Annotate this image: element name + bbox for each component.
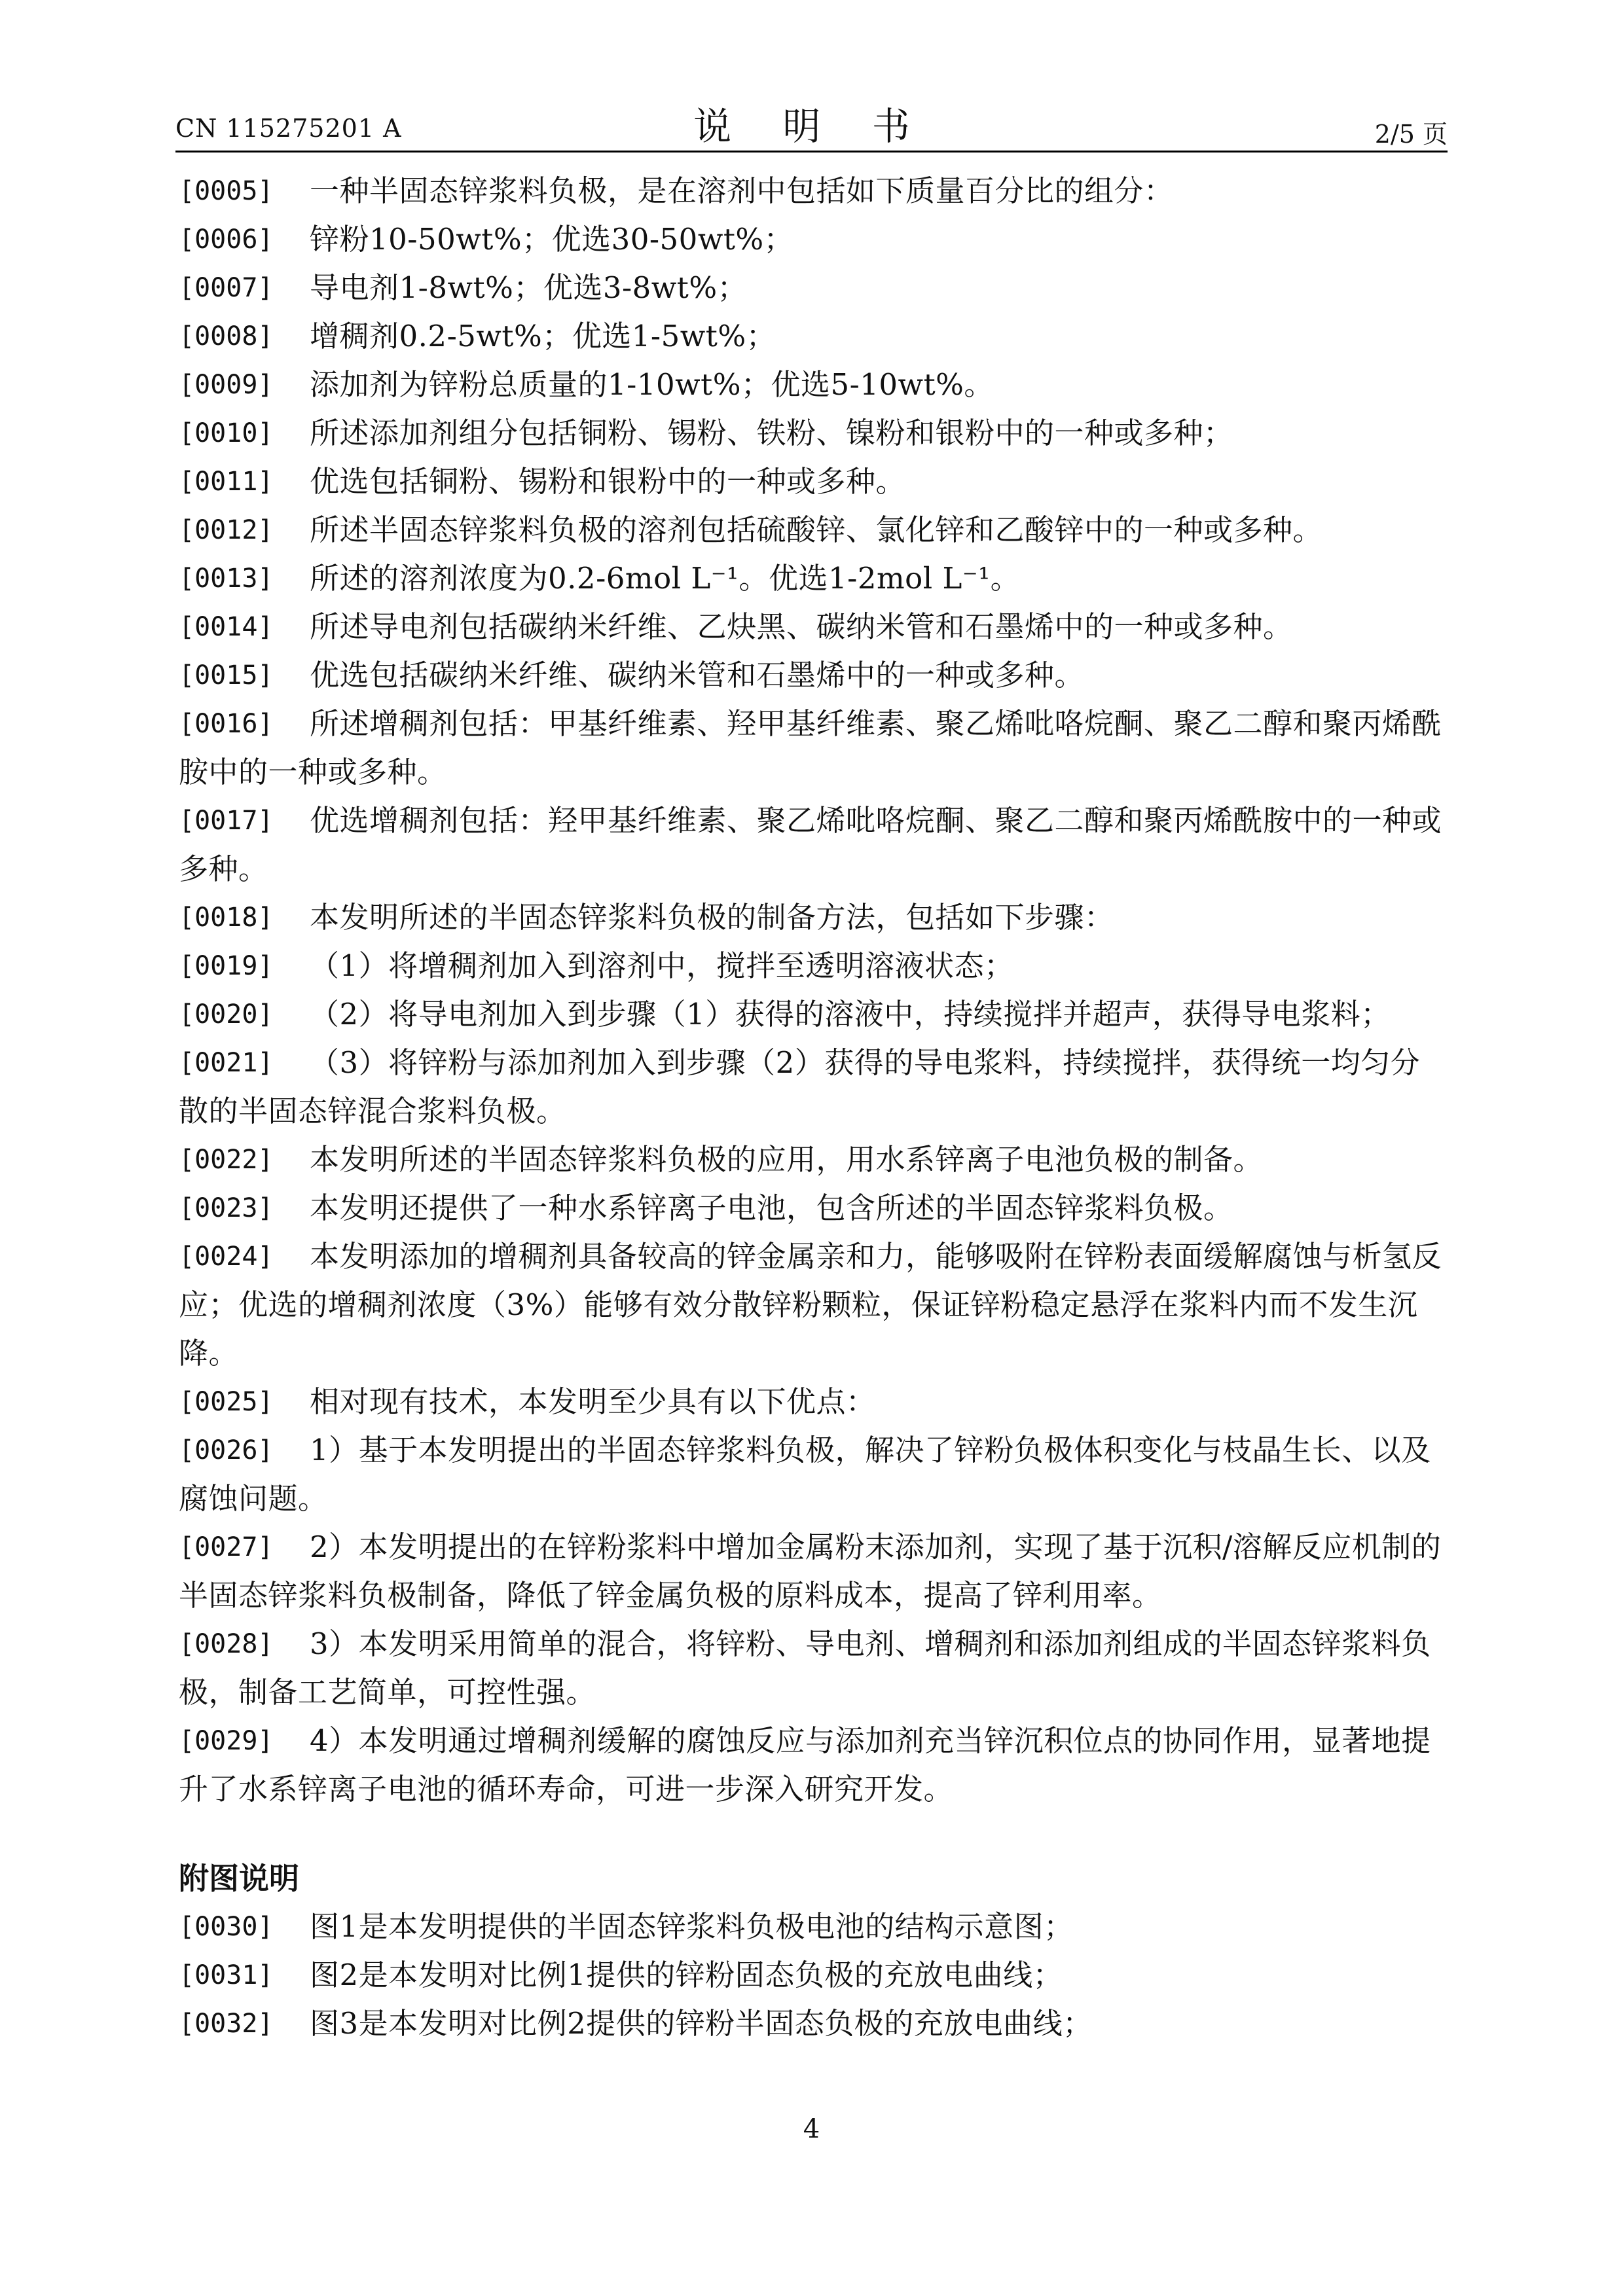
paragraph-text: （1）将增稠剂加入到溶剂中，搅拌至透明溶液状态； <box>310 948 1014 983</box>
paragraph-number: [0014] <box>179 612 274 642</box>
paragraph-number: [0032] <box>179 2009 274 2039</box>
paragraph-number: [0009] <box>179 370 274 400</box>
paragraph <box>179 1426 1448 1523</box>
paragraph-text: 所述添加剂组分包括铜粉、锡粉、铁粉、镍粉和银粉中的一种或多种； <box>310 416 1233 450</box>
paragraph-number: [0016] <box>179 709 274 739</box>
paragraph-number: [0006] <box>179 224 274 255</box>
paragraph-text: （2）将导电剂加入到步骤（1）获得的溶液中，持续搅拌并超声，获得导电浆料； <box>310 997 1391 1031</box>
paragraph <box>179 1232 1448 1378</box>
paragraph-text: 本发明所述的半固态锌浆料负极的应用，用水系锌离子电池负极的制备。 <box>310 1142 1264 1177</box>
paragraph-text: 所述的溶剂浓度为0.2-6mol L⁻¹。优选1-2mol L⁻¹。 <box>310 561 1021 596</box>
paragraph-number: [0007] <box>179 273 274 303</box>
paragraph <box>179 457 1448 506</box>
paragraph-number: [0017] <box>179 806 274 836</box>
paragraph-number: [0025] <box>179 1387 274 1417</box>
paragraph-number: [0018] <box>179 903 274 933</box>
paragraph-text: 所述增稠剂包括：甲基纤维素、羟甲基纤维素、聚乙烯吡咯烷酮、聚乙二醇和聚丙烯酰胺中的一种或多种。 <box>179 706 1442 789</box>
paragraph-text: （3）将锌粉与添加剂加入到步骤（2）获得的导电浆料，持续搅拌，获得统一均匀分散的半固态锌混合浆料负极。 <box>179 1045 1421 1128</box>
paragraph-number: [0005] <box>179 176 274 206</box>
paragraph <box>179 554 1448 603</box>
figure-paragraph-list <box>179 1903 1448 2048</box>
paragraph-number: [0021] <box>179 1048 274 1078</box>
paragraph <box>179 1184 1448 1232</box>
paragraph <box>179 603 1448 651</box>
paragraph <box>179 1903 1448 1951</box>
paragraph-number: [0020] <box>179 999 274 1030</box>
header-rule <box>175 151 1448 152</box>
page-header <box>175 92 1448 151</box>
paragraph <box>179 942 1448 990</box>
paragraph-number: [0026] <box>179 1435 274 1465</box>
paragraph <box>179 1523 1448 1620</box>
paragraph-list <box>179 167 1448 1814</box>
paragraph-text: 所述半固态锌浆料负极的溶剂包括硫酸锌、氯化锌和乙酸锌中的一种或多种。 <box>310 512 1323 547</box>
paragraph-text: 本发明所述的半固态锌浆料负极的制备方法，包括如下步骤： <box>310 900 1114 935</box>
paragraph-text: 一种半固态锌浆料负极，是在溶剂中包括如下质量百分比的组分： <box>310 173 1174 208</box>
paragraph-number: [0015] <box>179 660 274 691</box>
paragraph-text: 优选包括碳纳米纤维、碳纳米管和石墨烯中的一种或多种。 <box>310 658 1085 692</box>
paragraph <box>179 990 1448 1039</box>
paragraph-text: 图1是本发明提供的半固态锌浆料负极电池的结构示意图； <box>310 1909 1074 1944</box>
paragraph <box>179 1039 1448 1136</box>
paragraph-number: [0008] <box>179 321 274 351</box>
paragraph <box>179 215 1448 264</box>
paragraph-number: [0010] <box>179 418 274 448</box>
paragraph-number: [0022] <box>179 1145 274 1175</box>
paragraph-text: 优选增稠剂包括：羟甲基纤维素、聚乙烯吡咯烷酮、聚乙二醇和聚丙烯酰胺中的一种或多种。 <box>179 803 1442 886</box>
paragraph-text: 锌粉10-50wt%；优选30-50wt%； <box>310 222 794 257</box>
paragraph-text: 3）本发明采用简单的混合，将锌粉、导电剂、增稠剂和添加剂组成的半固态锌浆料负极，制备工艺简单，可控性强。 <box>179 1626 1431 1710</box>
paragraph-number: [0011] <box>179 467 274 497</box>
paragraph <box>179 700 1448 797</box>
paragraph-text: 4）本发明通过增稠剂缓解的腐蚀反应与添加剂充当锌沉积位点的协同作用，显著地提升了水系锌离子电池的循环寿命，可进一步深入研究开发。 <box>179 1723 1431 1806</box>
paragraph-text: 导电剂1-8wt%；优选3-8wt%； <box>310 270 748 305</box>
page-indicator: 2/5 页 <box>1374 120 1448 149</box>
paragraph <box>179 797 1448 893</box>
paragraph-number: [0019] <box>179 951 274 981</box>
page-title: 说 明 书 <box>693 104 930 149</box>
paragraph-text: 图2是本发明对比例1提供的锌粉固态负极的充放电曲线； <box>310 1958 1063 1992</box>
paragraph-text: 2）本发明提出的在锌粉浆料中增加金属粉末添加剂，实现了基于沉积/溶解反应机制的半固态锌浆料负极制备，降低了锌金属负极的原料成本，提高了锌利用率。 <box>179 1530 1442 1613</box>
paragraph-number: [0031] <box>179 1960 274 1990</box>
paragraph <box>179 264 1448 312</box>
page-number: 4 <box>803 2114 820 2144</box>
paragraph-number: [0029] <box>179 1726 274 1756</box>
section-title: 附图说明 <box>179 1861 299 1896</box>
paragraph <box>179 1378 1448 1426</box>
paragraph <box>179 361 1448 409</box>
paragraph-text: 图3是本发明对比例2提供的锌粉半固态负极的充放电曲线； <box>310 2006 1093 2041</box>
paragraph <box>179 2000 1448 2048</box>
paragraph-number: [0013] <box>179 564 274 594</box>
paragraph <box>179 1136 1448 1184</box>
paragraph-text: 添加剂为锌粉总质量的1-10wt%；优选5-10wt%。 <box>310 367 994 402</box>
paragraph-text: 1）基于本发明提出的半固态锌浆料负极，解决了锌粉负极体积变化与枝晶生长、以及腐蚀问题。 <box>179 1433 1431 1516</box>
paragraph <box>179 651 1448 700</box>
paragraph <box>179 1717 1448 1814</box>
paragraph-number: [0030] <box>179 1912 274 1942</box>
paragraph-number: [0012] <box>179 515 274 545</box>
paragraph-number: [0027] <box>179 1532 274 1562</box>
paragraph-text: 优选包括铜粉、锡粉和银粉中的一种或多种。 <box>310 464 906 499</box>
document-number: CN 115275201 A <box>175 114 402 143</box>
paragraph-text: 增稠剂0.2-5wt%；优选1-5wt%； <box>310 319 776 353</box>
paragraph <box>179 167 1448 215</box>
paragraph <box>179 893 1448 942</box>
paragraph-text: 所述导电剂包括碳纳米纤维、乙炔黑、碳纳米管和石墨烯中的一种或多种。 <box>310 609 1293 644</box>
paragraph <box>179 409 1448 457</box>
paragraph-number: [0028] <box>179 1629 274 1659</box>
paragraph <box>179 312 1448 361</box>
paragraph <box>179 506 1448 554</box>
paragraph-text: 本发明还提供了一种水系锌离子电池，包含所述的半固态锌浆料负极。 <box>310 1191 1233 1225</box>
paragraph-text: 本发明添加的增稠剂具备较高的锌金属亲和力，能够吸附在锌粉表面缓解腐蚀与析氢反应；优选的增稠剂浓度（3%）能够有效分散锌粉颗粒，保证锌粉稳定悬浮在浆料内而不发生沉降。 <box>179 1239 1442 1371</box>
paragraph-number: [0024] <box>179 1242 274 1272</box>
paragraph-text: 相对现有技术，本发明至少具有以下优点： <box>310 1384 876 1419</box>
document-body <box>179 167 1448 2048</box>
paragraph <box>179 1951 1448 2000</box>
paragraph-number: [0023] <box>179 1193 274 1223</box>
paragraph <box>179 1620 1448 1717</box>
